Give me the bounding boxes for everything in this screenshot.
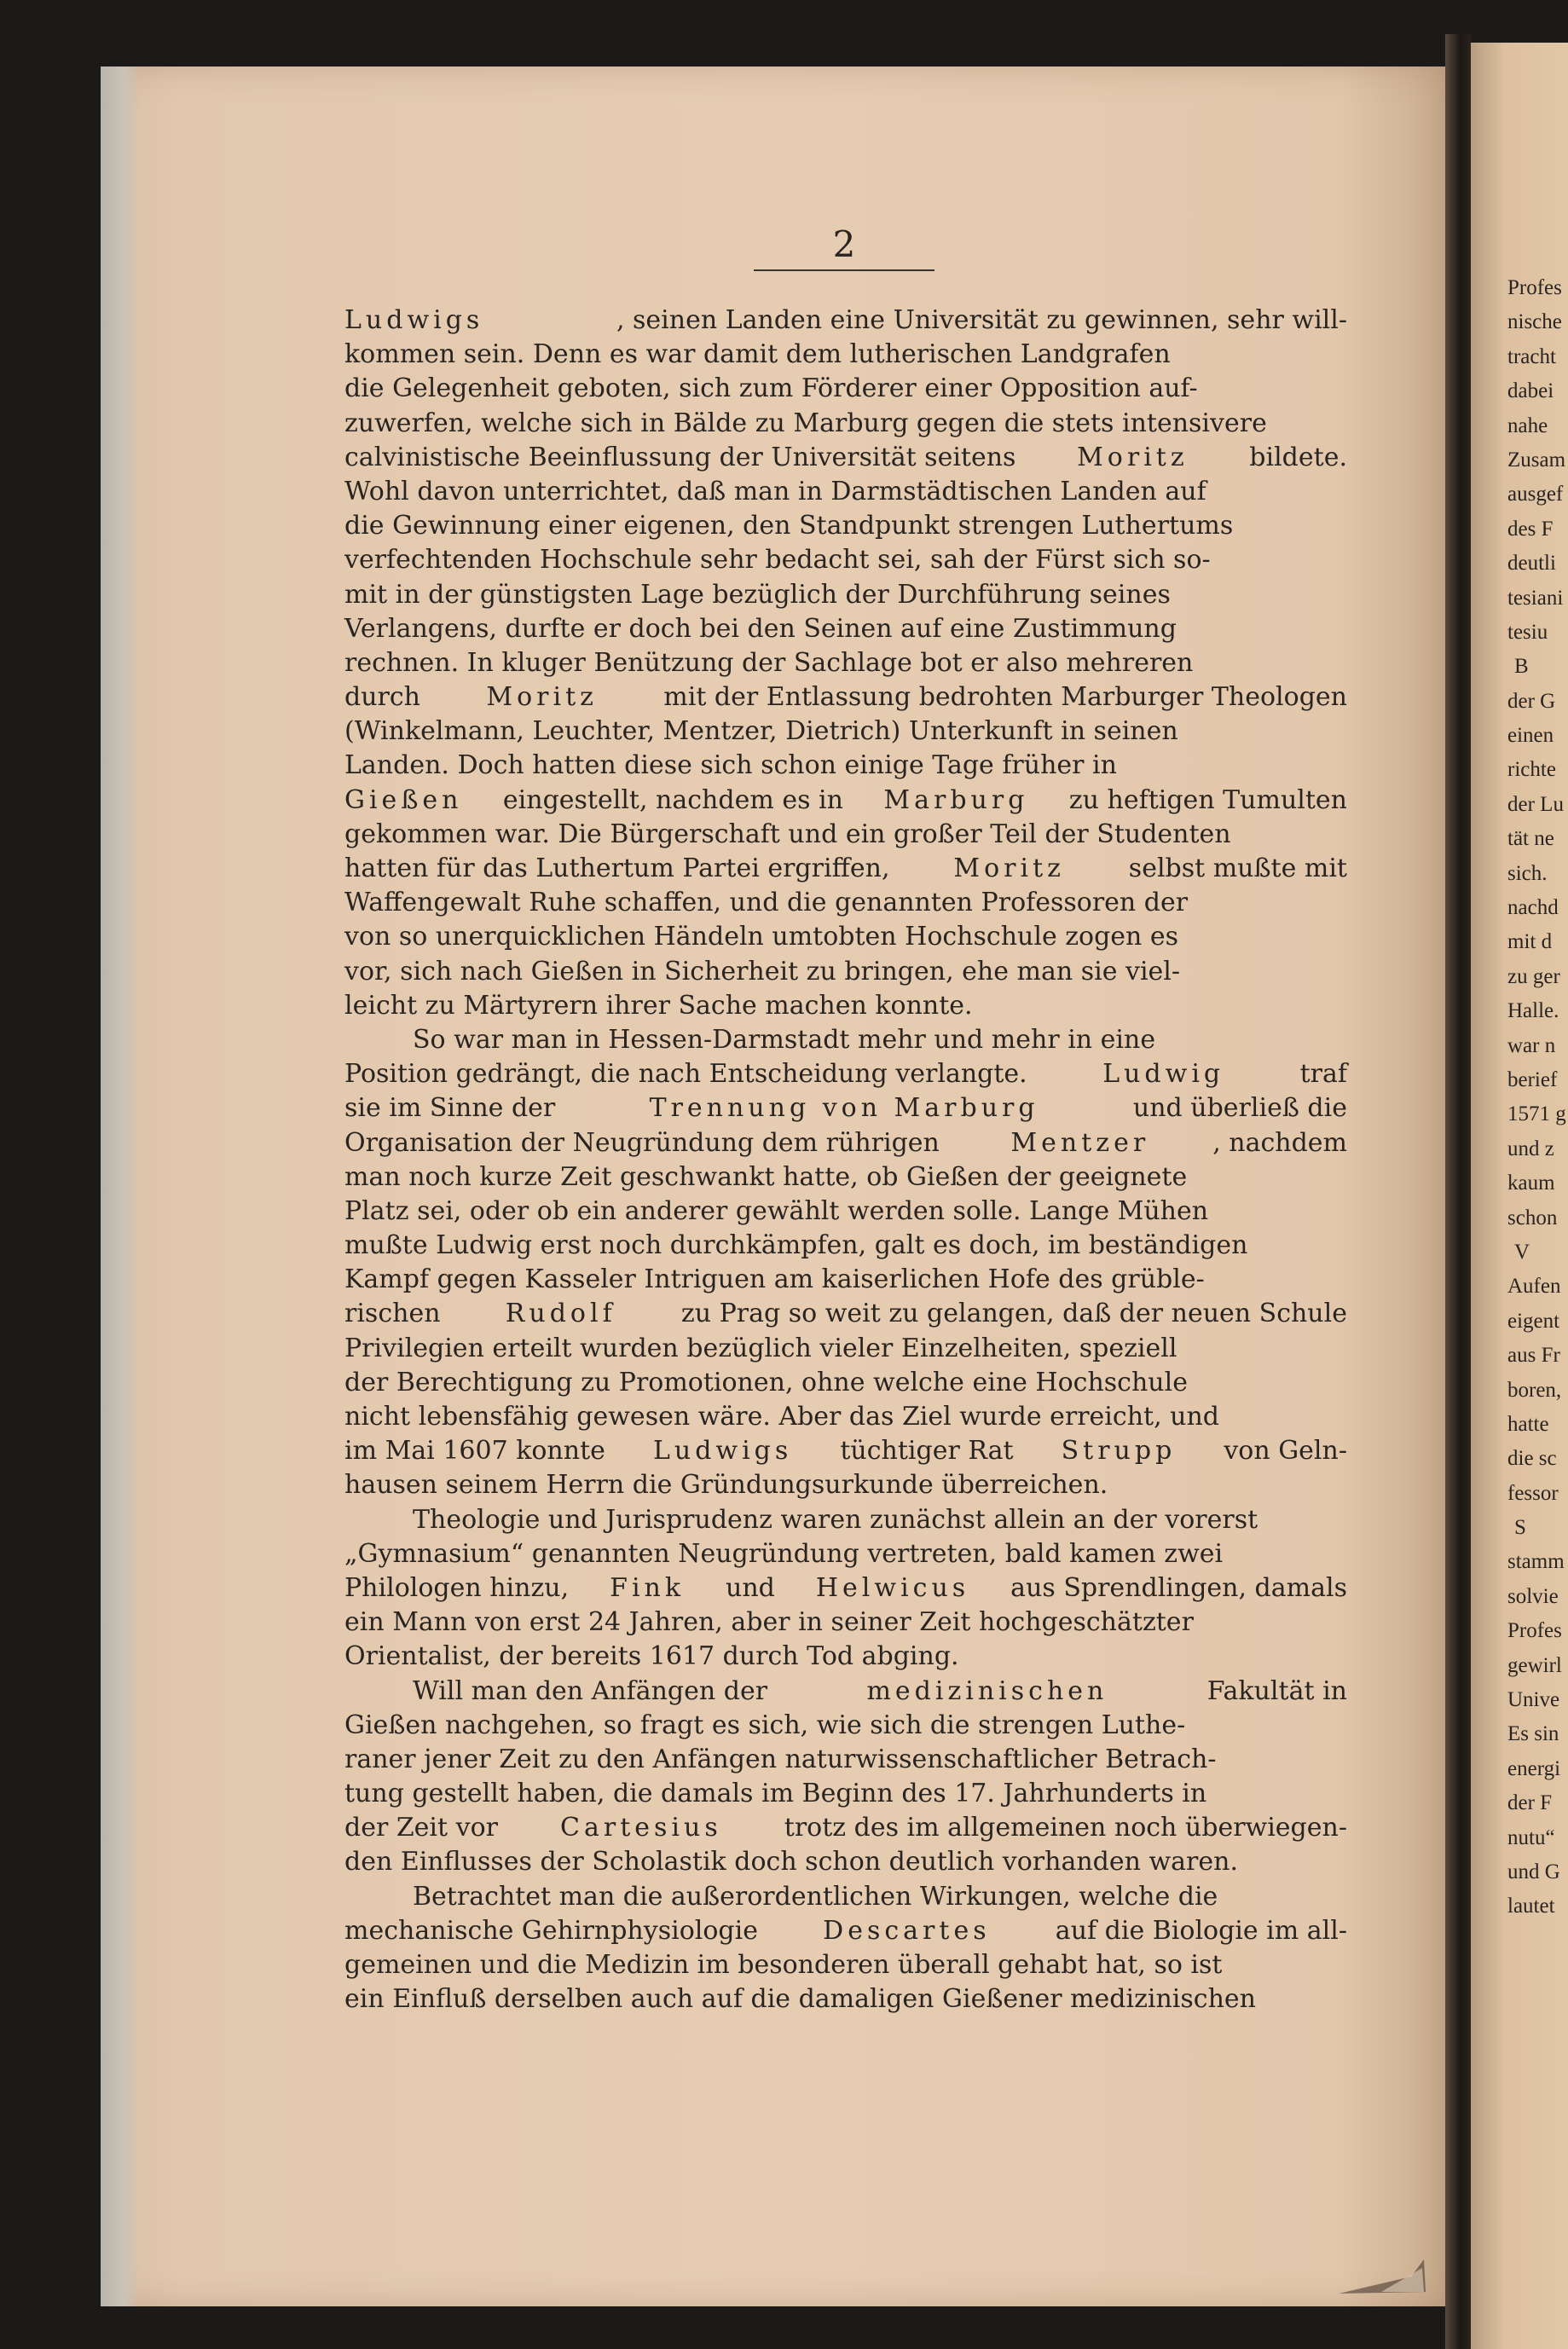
facing-line: des F [1507,517,1554,541]
facing-line: boren, [1507,1378,1562,1402]
text-line: ein Einfluß derselben auch auf die damaligen Gießener medizinischen [344,1984,1256,2015]
text-line: Landen. Doch hatten diese sich schon einige Tage früher in [344,750,1117,781]
facing-line: der G [1507,689,1556,713]
facing-line: und G [1507,1860,1560,1883]
text-line: ein Mann von erst 24 Jahren, aber in seiner Zeit hochgeschätzter [344,1607,1194,1638]
facing-line: nutu“ [1507,1825,1555,1849]
page-corner-fold [1330,2242,1432,2302]
text-line: rechnen. In kluger Benützung der Sachlage bot er also mehreren [344,647,1194,678]
text-line: Gießen nachgehen, so fragt es sich, wie sich die strengen Luthe- [344,1710,1186,1740]
text-line: Organisation der Neugründung dem rührigen Mentzer , nachdem [344,1127,1347,1158]
facing-line: Aufen [1507,1275,1561,1299]
text-line: gekommen war. Die Bürgerschaft und ein großer Teil der Studenten [344,819,1231,849]
book-gutter [1445,34,1471,2349]
text-line: kommen sein. Denn es war damit dem lutherischen Landgrafen [344,339,1171,370]
facing-line: B [1514,655,1529,679]
text-line: sie im Sinne der Trennung von Marburg und überließ die [344,1093,1347,1124]
facing-line: ausgef [1507,483,1564,506]
text-line: hausen seinem Herrn die Gründungsurkunde überreichen. [344,1470,1108,1501]
text-line: den Einflusses der Scholastik doch schon deutlich vorhanden waren. [344,1847,1239,1877]
text-line: hatten für das Luthertum Partei ergriffen, Moritz selbst mußte mit [344,853,1347,883]
facing-line: Profes [1507,1619,1562,1643]
facing-line: richte [1507,758,1556,782]
facing-line: eigent [1507,1309,1560,1333]
facing-line: tracht [1507,344,1556,368]
facing-line: einen [1507,724,1554,748]
facing-line: Es sin [1507,1722,1559,1746]
text-line: Waffengewalt Ruhe schaffen, und die genannten Professoren der [344,888,1189,918]
facing-line: Halle. [1507,999,1559,1023]
header-rule [754,269,934,271]
text-line: verfechtenden Hochschule sehr bedacht sei, sah der Fürst sich so- [344,545,1211,576]
facing-line: dabei [1507,379,1554,403]
text-line: „Gymnasium“ genannten Neugründung vertreten, bald kamen zwei [344,1538,1224,1569]
text-line: Wohl davon unterrichtet, daß man in Darmstädtischen Landen auf [344,476,1206,506]
text-line: die Gewinnung einer eigenen, den Standpunkt strengen Luthertums [344,511,1234,541]
text-line: Verlangens, durfte er doch bei den Seinen auf eine Zustimmung [344,613,1177,644]
text-line: vor, sich nach Gießen in Sicherheit zu bringen, ehe man sie viel- [344,956,1181,986]
text-line: durch Moritz mit der Entlassung bedrohten Marburger Theologen [344,682,1347,713]
text-line: nicht lebensfähig gewesen wäre. Aber das Ziel wurde erreicht, und [344,1402,1219,1432]
text-line: Kampf gegen Kasseler Intriguen am kaiserlichen Hofe des grüble- [344,1264,1205,1295]
text-line: Will man den Anfängen der medizinischen Fakultät in [413,1675,1347,1706]
text-line: rischen Rudolf zu Prag so weit zu gelangen, daß der neuen Schule [344,1299,1347,1329]
facing-line: Profes [1507,276,1562,299]
facing-line: solvie [1507,1584,1559,1608]
facing-line: zu ger [1507,964,1560,988]
text-line: tung gestellt haben, die damals im Beginn des 17. Jahrhunderts in [344,1779,1207,1809]
facing-line: tesiani [1507,586,1564,610]
facing-line: gewirl [1507,1653,1562,1677]
facing-line: der F [1507,1791,1553,1815]
text-line: im Mai 1607 konnte Ludwigs tüchtiger Rat Strupp von Geln- [344,1436,1347,1467]
text-line: leicht zu Märtyrern ihrer Sache machen konnte. [344,990,973,1021]
facing-line: deutli [1507,552,1556,576]
facing-line: und z [1507,1137,1554,1160]
text-line: mußte Ludwig erst noch durchkämpfen, galt es doch, im beständigen [344,1230,1248,1261]
text-line: der Berechtigung zu Promotionen, ohne welche eine Hochschule [344,1367,1188,1397]
text-line: mechanische Gehirnphysiologie Descartes auf die Biologie im all- [344,1915,1347,1946]
facing-line: Unive [1507,1688,1560,1712]
text-line: von so unerquicklichen Händeln umtobten Hochschule zogen es [344,922,1179,952]
facing-line: energi [1507,1756,1561,1780]
text-line: der Zeit vor Cartesius trotz des im allgemeinen noch überwiegen- [344,1813,1347,1843]
facing-line: stamm [1507,1550,1565,1574]
facing-line: berief [1507,1067,1558,1091]
facing-line: hatte [1507,1412,1549,1436]
facing-line: war n [1507,1033,1556,1057]
facing-line: V [1514,1240,1530,1264]
facing-page-text [1507,271,1567,1924]
page-number: 2 [832,223,856,265]
text-line: gemeinen und die Medizin im besonderen überall gehabt hat, so ist [344,1950,1223,1980]
facing-line: tät ne [1507,827,1554,851]
text-line: Privilegien erteilt wurden bezüglich vieler Einzelheiten, speziell [344,1333,1177,1363]
facing-line: nahe [1507,414,1548,437]
text-line: Gießen eingestellt, nachdem es in Marburg zu heftigen Tumulten [344,784,1347,815]
facing-line: 1571 g [1507,1102,1566,1126]
text-line: Position gedrängt, die nach Entscheidung verlangte. Ludwig traf [344,1059,1347,1090]
text-line: Philologen hinzu, Fink und Helwicus aus Sprendlingen, damals [344,1572,1347,1603]
facing-line: fessor [1507,1481,1559,1505]
text-line: Theologie und Jurisprudenz waren zunächst allein an der vorerst [413,1504,1258,1535]
text-line: Betrachtet man die außerordentlichen Wirkungen, welche die [413,1881,1218,1912]
facing-line: mit d [1507,930,1553,954]
facing-line: kaum [1507,1172,1555,1195]
text-line: raner jener Zeit zu den Anfängen naturwissenschaftlicher Betrach- [344,1744,1217,1774]
page-edge-shadow [101,67,140,2306]
facing-line: nachd [1507,896,1559,920]
facing-line: die sc [1507,1447,1557,1471]
facing-line: schon [1507,1206,1558,1229]
facing-line: S [1514,1516,1526,1540]
facing-line: der Lu [1507,792,1564,816]
facing-line: sich. [1507,861,1548,885]
text-line: zuwerfen, welche sich in Bälde zu Marburg gegen die stets intensivere [344,408,1267,438]
facing-line: aus Fr [1507,1344,1560,1368]
body-text [344,304,1347,2016]
text-line: Orientalist, der bereits 1617 durch Tod abging. [344,1641,959,1672]
text-line: Ludwigs , seinen Landen eine Universität zu gewinnen, sehr will- [344,305,1347,335]
facing-line: lautet [1507,1895,1555,1918]
text-line: Platz sei, oder ob ein anderer gewählt werden solle. Lange Mühen [344,1195,1209,1226]
facing-line: Zusam [1507,448,1566,472]
text-line: (Winkelmann, Leuchter, Mentzer, Dietrich) Unterkunft in seinen [344,716,1178,747]
facing-line: tesiu [1507,620,1548,644]
text-line: So war man in Hessen-Darmstadt mehr und mehr in eine [413,1024,1156,1055]
text-line: mit in der günstigsten Lage bezüglich der Durchführung seines [344,579,1171,610]
facing-line: nische [1507,310,1562,334]
text-line: calvinistische Beeinflussung der Universität seitens Moritz bildete. [344,442,1347,472]
text-line: die Gelegenheit geboten, sich zum Förderer einer Opposition auf- [344,373,1198,404]
text-line: man noch kurze Zeit geschwankt hatte, ob Gießen der geeignete [344,1161,1188,1192]
